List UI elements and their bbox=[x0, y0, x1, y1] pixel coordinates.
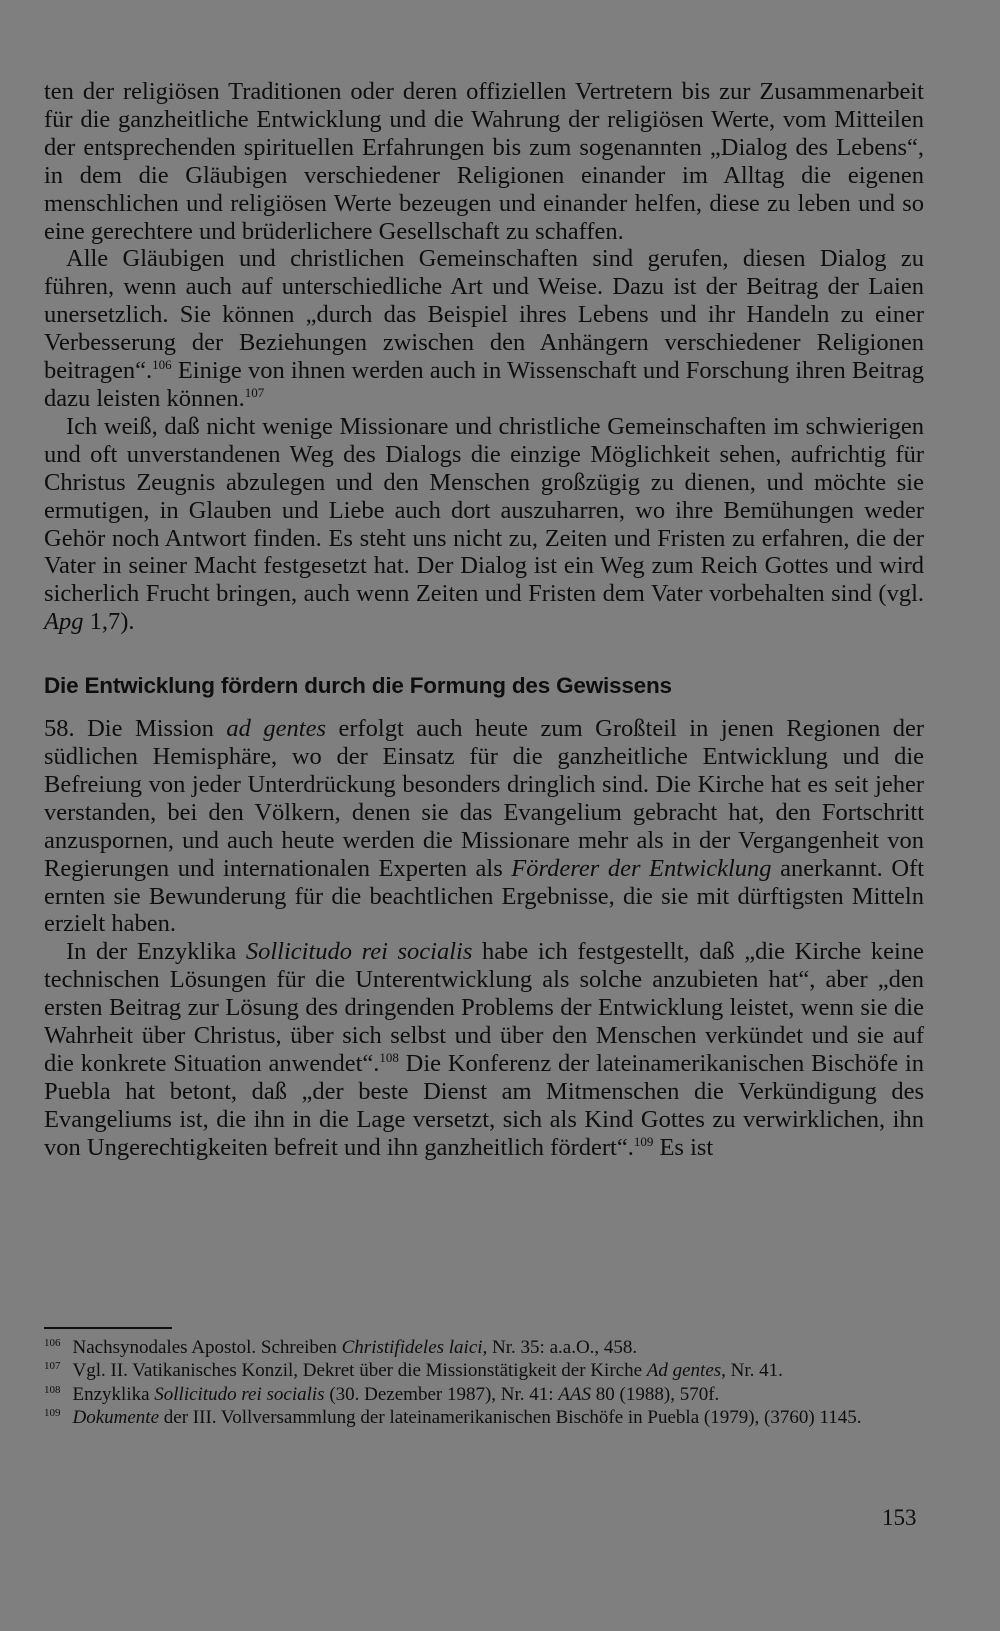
italic-text: Dokumente bbox=[72, 1407, 160, 1429]
footnote-109 bbox=[44, 1406, 924, 1429]
footnote-number: 108 bbox=[44, 1383, 61, 1396]
footnote-number: 106 bbox=[44, 1337, 61, 1349]
text-run: Die Konferenz der lateinamerikanischen Bischöfe in Puebla hat betont, daß „der beste Dienst am Mitmenschen die Verkündigung des Evangeliums ist, die ihn in die Lage versetzt, sich als Kind Gottes zu verwirklichen, ihn von Ungerechtigkeiten befreit und ihn ganzheitlich fördert“. bbox=[44, 1050, 925, 1161]
footnote-107 bbox=[44, 1359, 924, 1382]
footnote-ref-109[interactable]: 109 bbox=[633, 1133, 654, 1149]
text-run: Vgl. II. Vatikanisches Konzil, Dekret über die Missionstätigkeit der Kirche bbox=[72, 1360, 647, 1382]
text-run: Nr. 41. bbox=[725, 1360, 783, 1382]
text-run: (30. Dezember 1987), Nr. 41: bbox=[324, 1383, 559, 1405]
footnote-number: 107 bbox=[44, 1360, 61, 1373]
text-run: 58. Die Mission bbox=[44, 715, 227, 743]
italic-text: AAS bbox=[558, 1383, 592, 1405]
text-run: Nachsynodales Apostol. Schreiben bbox=[72, 1337, 342, 1358]
footnote-number: 109 bbox=[44, 1407, 61, 1420]
italic-text: Sollicitudo rei socialis bbox=[154, 1383, 325, 1405]
footnotes bbox=[44, 1336, 924, 1430]
text-run: Enzyklika bbox=[72, 1383, 155, 1405]
text-run: Alle Gläubigen und christlichen Gemeinschaften sind gerufen, diesen Dialog zu führen, wenn auch auf unterschiedliche Art und Weise. Dazu ist der Beitrag der Laien unersetzlich. Sie können „durch das Beispiel ihres Lebens und ihr Handeln zu einer Verbesserung der Beziehungen zwischen den Anhängern verschiedener Religionen beitragen“. bbox=[44, 245, 924, 385]
italic-text: Förderer der Entwicklung bbox=[511, 854, 772, 882]
page-number: 153 bbox=[882, 1505, 917, 1530]
italic-text: Apg bbox=[44, 608, 84, 636]
text-run: Es ist bbox=[653, 1133, 714, 1161]
text-run: 80 (1988), 570f. bbox=[591, 1383, 720, 1405]
footnote-ref-108[interactable]: 108 bbox=[379, 1050, 399, 1065]
paragraph-missionaries bbox=[44, 413, 924, 636]
footnote-divider bbox=[44, 1327, 172, 1329]
paragraph-58 bbox=[44, 715, 924, 938]
footnote-108 bbox=[44, 1383, 924, 1406]
page-body bbox=[44, 78, 924, 1162]
text-run: Einige von ihnen werden auch in Wissenschaft und Forschung ihren Beitrag dazu leisten können. bbox=[44, 357, 924, 412]
text-run: der III. Vollversammlung der lateinamerikanischen Bischöfe in Puebla (1979), (3760) 1145. bbox=[159, 1407, 862, 1429]
footnote-ref-106[interactable]: 106 bbox=[152, 357, 172, 373]
text-run: erfolgt auch heute zum Großteil in jenen Regionen der südlichen Hemisphäre, wo der Einsatz für die ganzheitliche Entwicklung und die Befreiung von jeder Unterdrückung besonders dringlich sind. Die Kirche hat es seit jeher verstanden, bei den Völkern, denen sie das Evangelium gebracht hat, den Fortschritt anzuspornen, und auch heute werden die Missionare mehr als in der Vergangenheit von Regierungen und internationalen Experten als bbox=[44, 715, 925, 882]
paragraph-encyclical bbox=[44, 938, 924, 1161]
text-run: habe ich festgestellt, daß „die Kirche keine technischen Lösungen für die Unterentwicklung als solche anzubieten hat“, aber „den ersten Beitrag zur Lösung des dringenden Problems der Entwicklung leistet, wenn sie die Wahrheit über Christus, über sich selbst und über den Menschen verkündet und sie auf die konkrete Situation anwendet“. bbox=[44, 938, 924, 1077]
italic-text: Sollicitudo rei socialis bbox=[245, 938, 473, 966]
text-run: 1,7). bbox=[83, 608, 135, 636]
text-run: Ich weiß, daß nicht wenige Missionare und christliche Gemeinschaften im schwierigen und oft unverstandenen Weg des Dialogs die einzige Möglichkeit sehen, aufrichtig für Christus Zeugnis abzulegen und den Menschen großzügig zu dienen, und möchte sie ermutigen, in Glauben und Liebe auch dort auszuharren, wo ihre Bemühungen weder Gehör noch Antwort finden. Es steht uns nicht zu, Zeiten und Fristen zu erfahren, die der Vater in seiner Macht festgesetzt hat. Der Dialog ist ein Weg zum Reich Gottes und wird sicherlich Frucht bringen, auch wenn Zeiten und Fristen dem Vater vorbehalten sind (vgl. bbox=[44, 412, 924, 608]
italic-text: Christifideles laici, bbox=[341, 1337, 488, 1358]
paragraph-continuation bbox=[44, 78, 924, 245]
italic-text: Ad gentes, bbox=[646, 1360, 726, 1382]
paragraph-laity-dialog bbox=[44, 245, 924, 412]
text-run: ten der religiösen Traditionen oder deren offiziellen Vertretern bis zur Zusammenarbeit für die ganzheitliche Entwicklung und die Wahrung der religiösen Werte, vom Mitteilen der entsprechenden spirituellen Erfahrungen bis zum sogenannten „Dialog des Lebens“, in dem die Gläubigen verschiedener Religionen einander im Alltag die eigenen menschlichen und religiösen Werte bezeugen und einander helfen, diese zu leben und so eine gerechtere und brüderlichere Gesellschaft zu schaffen. bbox=[44, 78, 924, 245]
italic-text: ad gentes bbox=[226, 715, 326, 743]
text-run: anerkannt. Oft ernten sie Bewunderung für die beachtlichen Ergebnisse, die sie mit dürftigsten Mitteln erzielt haben. bbox=[44, 854, 925, 938]
section-heading: Die Entwicklung fördern durch die Formung des Gewissens bbox=[44, 673, 672, 699]
text-run: In der Enzyklika bbox=[66, 938, 246, 966]
text-run: Nr. 35: a.a.O., 458. bbox=[487, 1337, 638, 1358]
footnote-106 bbox=[44, 1336, 924, 1359]
footnote-ref-107[interactable]: 107 bbox=[244, 384, 265, 400]
